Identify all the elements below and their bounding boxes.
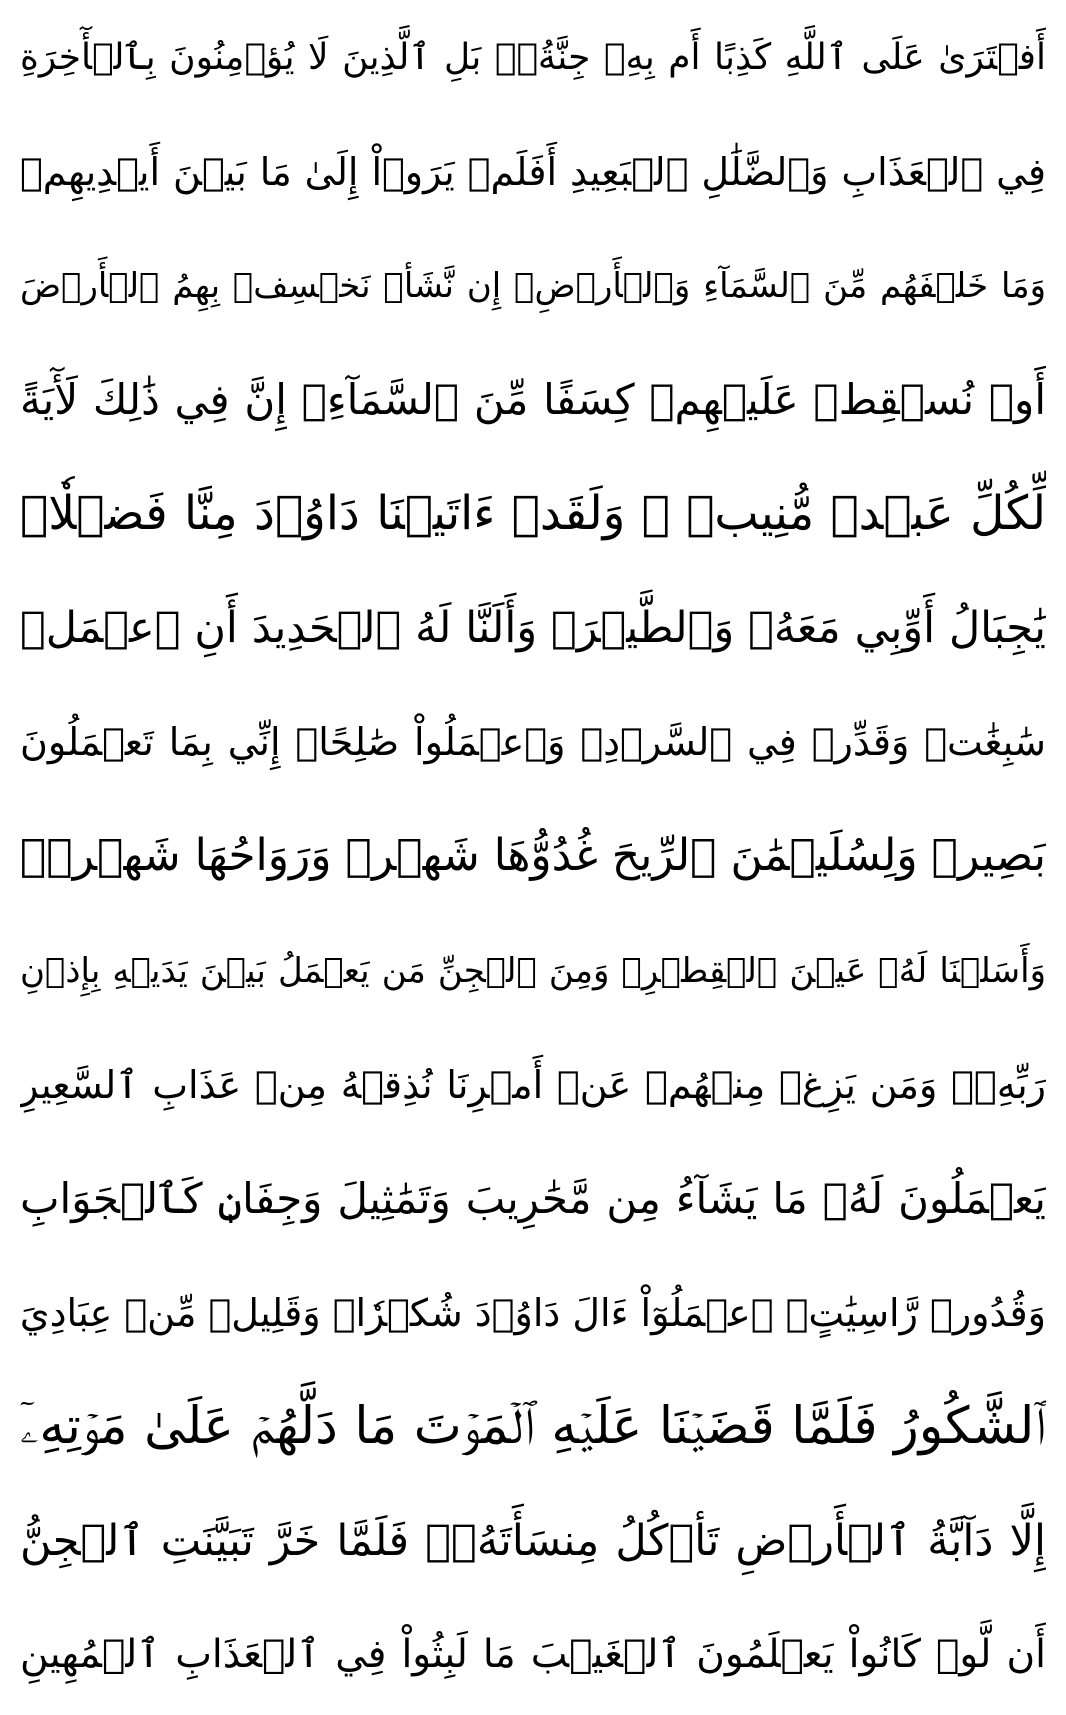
verse-lines [20,8,1046,1705]
text-line-10: رَبِّهِۦۖ وَمَن يَزِغۡ مِنۡهُمۡ عَنۡ أَمۡرِنَا نُذِقۡهُ مِنۡ عَذَابِ ٱلسَّعِيرِ [20,1062,1046,1107]
text-line-15: أَن لَّوۡ كَانُواْ يَعۡلَمُونَ ٱلۡغَيۡبَ مَا لَبِثُواْ فِي ٱلۡعَذَابِ ٱلۡمُهِينِ [20,1631,1046,1677]
text-line-2: فِي ٱلۡعَذَابِ وَٱلضَّلَٰلِ ٱلۡبَعِيدِ أَفَلَمۡ يَرَوۡاْ إِلَىٰ مَا بَيۡنَ أَيۡدِيهِمۡ [20,150,1046,195]
text-line-11: يَعۡمَلُونَ لَهُۥ مَا يَشَآءُ مِن مَّحَٰرِيبَ وَتَمَٰثِيلَ وَجِفَانٖ كَٱلۡجَوَابِ [20,1173,1046,1223]
text-line-7: سَٰبِغَٰتٖ وَقَدِّرۡ فِي ٱلسَّرۡدِۖ وَٱعۡمَلُواْ صَٰلِحًاۖ إِنِّي بِمَا تَعۡمَلُونَ [20,720,1046,765]
text-line-3: وَمَا خَلۡفَهُم مِّنَ ٱلسَّمَآءِ وَٱلۡأَرۡضِۚ إِن نَّشَأۡ نَخۡسِفۡ بِهِمُ ٱلۡأَرۡضَ [20,266,1046,307]
text-line-4: أَوۡ نُسۡقِطۡ عَلَيۡهِمۡ كِسَفًا مِّنَ ٱلسَّمَآءِۚ إِنَّ فِي ذَٰلِكَ لَأٓيَةً [20,375,1046,425]
text-line-13: ٱلشَّكُورُ فَلَمَّا قَضَيۡنَا عَلَيۡهِ ٱلۡمَوۡتَ مَا دَلَّهُمۡ عَلَىٰ مَوۡتِهِۦٓ [20,1396,1046,1456]
text-line-9: وَأَسَلۡنَا لَهُۥ عَيۡنَ ٱلۡقِطۡرِۖ وَمِنَ ٱلۡجِنِّ مَن يَعۡمَلُ بَيۡنَ يَدَيۡهِ بِإِذۡنِ [20,950,1046,991]
text-line-5: لِّكُلِّ عَبۡدٖ مُّنِيبٖ ۞ وَلَقَدۡ ءَاتَيۡنَا دَاوُۥدَ مِنَّا فَضۡلٗاۖ [20,486,1046,542]
text-line-1: أَفۡتَرَىٰ عَلَى ٱللَّهِ كَذِبًا أَم بِهِۦ جِنَّةُۢۗ بَلِ ٱلَّذِينَ لَا يُؤۡمِنُونَ بِٱلۡأٓخِرَةِ [20,37,1046,78]
text-line-6: يَٰجِبَالُ أَوِّبِي مَعَهُۥ وَٱلطَّيۡرَۖ وَأَلَنَّا لَهُ ٱلۡحَدِيدَ أَنِ ٱعۡمَلۡ [20,603,1046,654]
text-line-12: وَقُدُورٖ رَّاسِيَٰتٍۚ ٱعۡمَلُوٓاْ ءَالَ دَاوُۥدَ شُكۡرٗاۚ وَقَلِيلٞ مِّنۡ عِبَادِيَ [20,1290,1046,1335]
text-line-14: إِلَّا دَآبَّةُ ٱلۡأَرۡضِ تَأۡكُلُ مِنسَأَتَهُۥۖ فَلَمَّا خَرَّ تَبَيَّنَتِ ٱلۡجِنُّ [20,1515,1046,1566]
text-line-8: بَصِيرٞ وَلِسُلَيۡمَٰنَ ٱلرِّيحَ غُدُوُّهَا شَهۡرٞ وَرَوَاحُهَا شَهۡرٞۖ [20,830,1046,882]
